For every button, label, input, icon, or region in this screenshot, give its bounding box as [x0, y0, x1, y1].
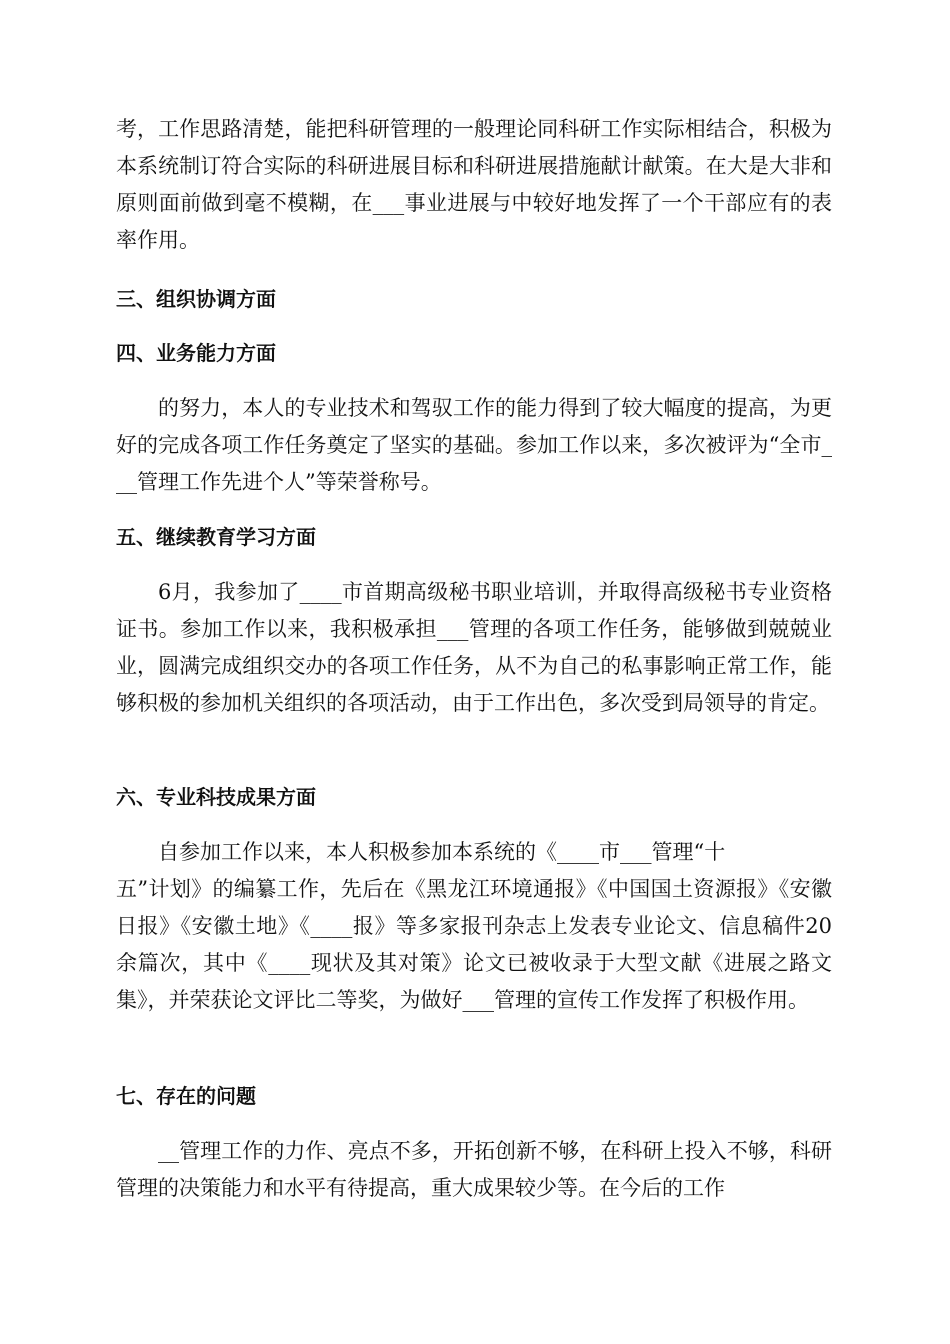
heading-existing-problems: 七、存在的问题 — [116, 1084, 256, 1108]
paragraph-continuing-education: 6月，我参加了____市首期高级秘书职业培训，并取得高级秘书专业资格证书。参加工作以来，我积极承担___管理的各项工作任务，能够做到兢兢业业，圆满完成组织交办的各项工作任务，从不为自己的私事影响正常工作，能够积极的参加机关组织的各项活动，由于工作出色，多次受到局领导的肯定。 — [116, 580, 832, 715]
paragraph-business-ability: 的努力，本人的专业技术和驾驭工作的能力得到了较大幅度的提高，为更好的完成各项工作任务奠定了坚实的基础。参加工作以来，多次被评为“全市___管理工作先进个人”等荣誉称号。 — [116, 396, 832, 494]
paragraph-achievements-line1: 自参加工作以来，本人积极参加本系统的《____市___管理“十 — [158, 840, 726, 864]
heading-continuing-education: 五、继续教育学习方面 — [116, 525, 316, 549]
paragraph-existing-problems: __管理工作的力作、亮点不多，开拓创新不够，在科研上投入不够，科研管理的决策能力和水平有待提高，重大成果较少等。在今后的工作 — [116, 1139, 832, 1200]
paragraph-achievements-rest: 五”计划》的编纂工作，先后在《黑龙江环境通报》《中国国土资源报》《安徽日报》《安徽土地》《____报》等多家报刊杂志上发表专业论文、信息稿件20余篇次，其中《____现状及其对策》论文已被收录于大型文献《进展之路文集》，并荣获论文评比二等奖，为做好___管理的宣传工作发挥了积极作用。 — [116, 877, 832, 1012]
heading-business-ability: 四、业务能力方面 — [116, 341, 276, 365]
paragraph-continuation: 考，工作思路清楚，能把科研管理的一般理论同科研工作实际相结合，积极为本系统制订符合实际的科研进展目标和科研进展措施献计献策。在大是大非和原则面前做到毫不模糊，在___事业进展与中较好地发挥了一个干部应有的表率作用。 — [116, 117, 832, 252]
heading-organization-coordination: 三、组织协调方面 — [116, 287, 276, 311]
heading-scientific-achievements: 六、专业科技成果方面 — [116, 785, 316, 809]
